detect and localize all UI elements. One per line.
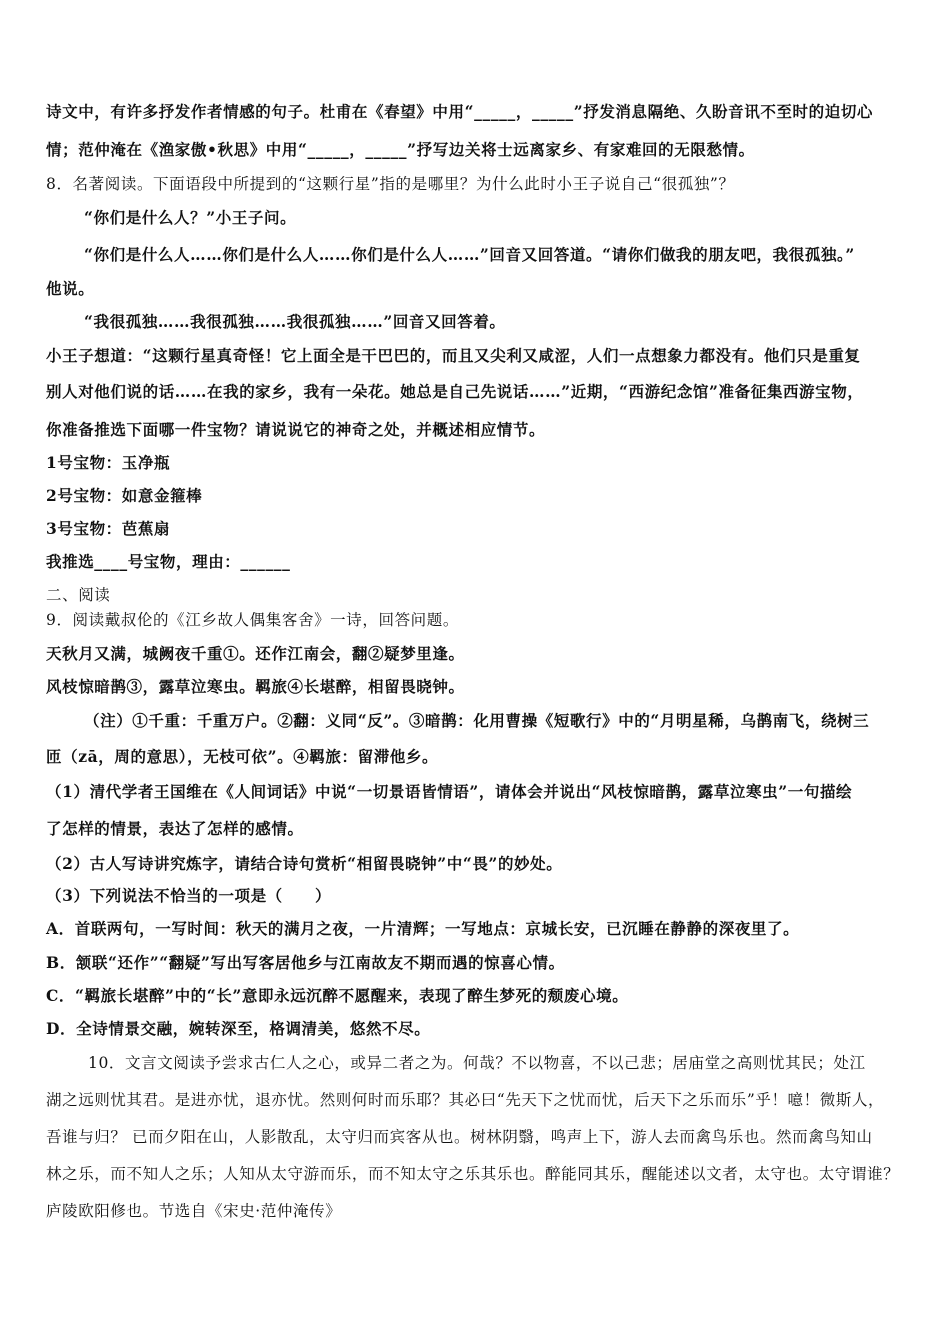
treasure-option: 3号宝物：芭蕉扇	[46, 519, 171, 538]
choice-a: A．首联两句，一写时间：秋天的满月之夜，一片清辉；一写地点：京城长安，已沉睡在静静的深夜里了。	[46, 919, 800, 938]
question-10-text: 庐陵欧阳修也。节选自《宋史·范仲淹传》	[46, 1202, 342, 1220]
section-heading: 二、阅读	[46, 586, 111, 604]
text-line: 别人对他们说的话……在我的家乡，我有一朵花。她总是自己先说话……”近期，“西游纪念馆”准备征集西游宝物，	[46, 382, 864, 401]
question-9-title: 9．阅读戴叔伦的《江乡故人偶集客舍》一诗，回答问题。	[46, 611, 459, 629]
sub-question-1: 了怎样的情景，表达了怎样的感情。	[46, 819, 304, 838]
text-line: 情；范仲淹在《渔家傲•秋思》中用“_____，_____”抒写边关将士远离家乡、有家难回的无限愁情。	[46, 140, 755, 159]
poem-line: 风枝惊暗鹊③，露草泣寒虫。羁旅④长堪醉，相留畏晓钟。	[46, 677, 465, 696]
choice-b: B．颔联“还作”“翻疑”写出写客居他乡与江南故友不期而遇的惊喜心情。	[46, 953, 565, 972]
question-10-text: 吾谁与归？ 已而夕阳在山，人影散乱，太守归而宾客从也。树林阴翳，鸣声上下，游人去而禽鸟乐也。然而禽鸟知山	[46, 1128, 873, 1146]
text-line: “我很孤独……我很孤独……我很孤独……”回音又回答着。	[84, 312, 506, 331]
text-line: “你们是什么人……你们是什么人……你们是什么人……”回音又回答道。“请你们做我的朋友吧，我很孤独。”	[84, 245, 855, 264]
question-10-text: 湖之远则忧其君。是进亦忧，退亦忧。然则何时而乐耶？其必曰“先天下之忧而忧，后天下之乐而乐”乎！噫！微斯人，	[46, 1091, 885, 1109]
treasure-option: 1号宝物：玉净瓶	[46, 453, 171, 472]
text-line: 你准备推选下面哪一件宝物？请说说它的神奇之处，并概述相应情节。	[46, 420, 546, 439]
treasure-option: 2号宝物：如意金箍棒	[46, 486, 203, 505]
question-10-text: 10．文言文阅读予尝求古仁人之心，或异二者之为。何哉？不以物喜，不以己悲；居庙堂之高则忧其民；处江	[88, 1054, 866, 1072]
sub-question-3: （3）下列说法不恰当的一项是（ ）	[46, 886, 332, 905]
question-8-title: 8．名著阅读。下面语段中所提到的“这颗行星”指的是哪里？为什么此时小王子说自己“很孤独”？	[46, 175, 735, 193]
choice-d: D．全诗情景交融，婉转深至，格调清美，悠然不尽。	[46, 1019, 431, 1038]
poem-line: 天秋月又满，城阙夜千重①。还作江南会，翻②疑梦里逢。	[46, 644, 465, 663]
text-line: 小王子想道：“这颗行星真奇怪！它上面全是干巴巴的，而且又尖利又咸涩，人们一点想象力都没有。他们只是重复	[46, 346, 861, 365]
text-line: 诗文中，有许多抒发作者情感的句子。杜甫在《春望》中用“_____，_____”抒发消息隔绝、久盼音讯不至时的迫切心	[46, 102, 874, 121]
sub-question-2: （2）古人写诗讲究炼字，请结合诗句赏析“相留畏晓钟”中“畏”的妙处。	[46, 854, 563, 873]
answer-prompt: 我推选____号宝物，理由：______	[46, 552, 291, 571]
text-line: “你们是什么人？”小王子问。	[84, 208, 297, 227]
choice-c: C．“羁旅长堪醉”中的“长”意即永远沉醉不愿醒来，表现了醉生梦死的颓废心境。	[46, 986, 629, 1005]
question-10-text: 林之乐，而不知人之乐；人知从太守游而乐，而不知太守之乐其乐也。醉能同其乐，醒能述以文者，太守也。太守谓谁？	[46, 1165, 900, 1183]
text-line: 他说。	[46, 279, 95, 298]
poem-notes: 匝（zā，周的意思），无枝可依”。④羁旅：留滞他乡。	[46, 747, 439, 766]
poem-notes: （注）①千重：千重万户。②翻：义同“反”。③暗鹊：化用曹操《短歌行》中的“月明星稀，乌鹊南飞，绕树三	[84, 711, 870, 730]
sub-question-1: （1）清代学者王国维在《人间词话》中说“一切景语皆情语”，请体会并说出“风枝惊暗鹊，露草泣寒虫”一句描绘	[46, 782, 853, 801]
